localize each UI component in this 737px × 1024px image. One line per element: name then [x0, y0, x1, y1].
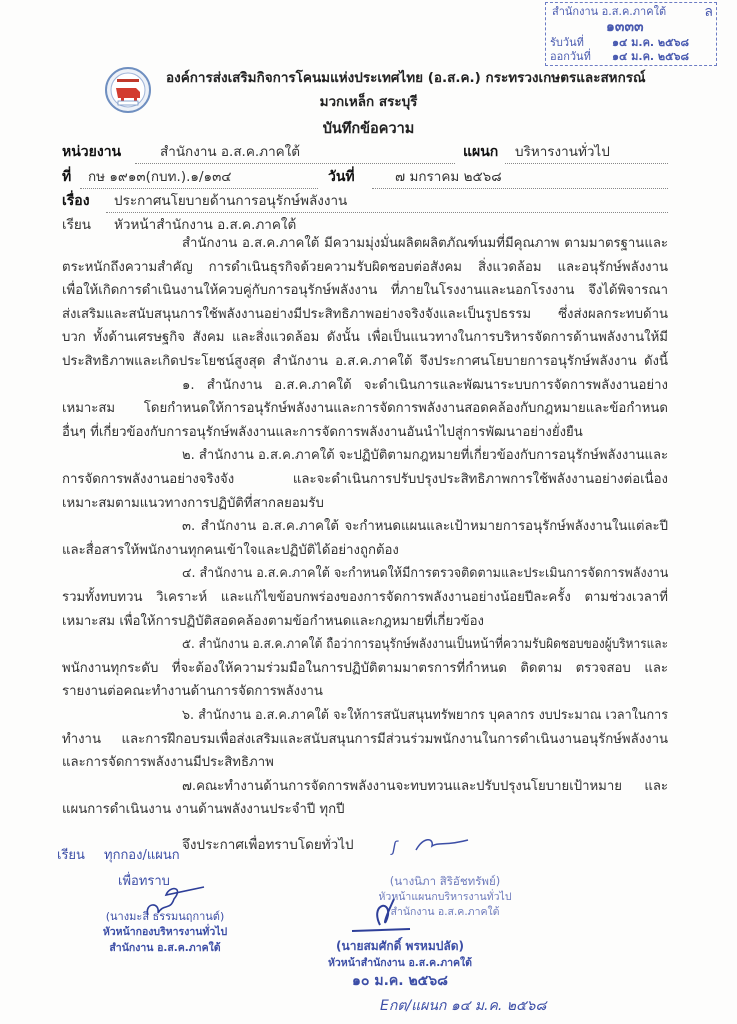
- org-title: องค์การส่งเสริมกิจการโคนมแห่งประเทศไทย (อ.ส.ค.) กระทรวงเกษตรและสหกรณ์: [166, 70, 646, 86]
- body-line: รายงานต่อคณะทำงานด้านการจัดการพลังงาน: [62, 684, 323, 700]
- stamp-issued-label: ออกวันที่: [550, 50, 591, 63]
- unit-label: หน่วยงาน: [62, 144, 122, 160]
- unit-value: สำนักงาน อ.ส.ค.ภาคใต้: [160, 144, 301, 160]
- stamp-issued-date: ๑๔ ม.ค. ๒๕๖๘: [612, 50, 689, 63]
- body-line: รวมทั้งทบทวน วิเคราะห์ และแก้ไขข้อบกพร่องของการจัดการพลังงานอย่างน้อยปีละครั้ง ตามช่วงเวลาที่: [62, 590, 668, 605]
- body-line: ๑. สำนักงาน อ.ส.ค.ภาคใต้ จะดำเนินการและพัฒนาระบบการจัดการพลังงานอย่าง: [182, 377, 668, 393]
- body-line: แผนการดำเนินงาน งานด้านพลังงานประจำปี ทุกปี: [62, 802, 345, 818]
- division-head-office: สำนักงาน อ.ส.ค.ภาคใต้: [109, 942, 221, 954]
- division-head-name: (นางมะลิ ธรรมนฤกานต์): [105, 910, 225, 923]
- body-line: ตระหนักถึงความสำคัญ การดำเนินธุรกิจด้วยความรับผิดชอบต่อสังคม สิ่งแวดล้อม และอนุรักษ์พลังงาน: [62, 259, 668, 275]
- date-underline: [372, 188, 668, 189]
- body-line: และการจัดการพลังงานมีประสิทธิภาพ: [62, 755, 274, 771]
- routing-purpose: เพื่อทราบ: [118, 874, 170, 889]
- signature-scribble-office-head: [350, 895, 420, 940]
- stamp-mark: ล: [704, 4, 713, 20]
- handwritten-footer-note: Eกต/แผนก ๑๔ ม.ค. ๒๕๖๘: [380, 998, 547, 1014]
- closing-line: จึงประกาศเพื่อทราบโดยทั่วไป: [182, 837, 354, 853]
- body-line: การจัดการพลังงานอย่างจริงจัง และจะดำเนินการปรับปรุงประสิทธิภาพการใช้พลังงานอย่างต่อเนื่อง: [62, 472, 668, 487]
- body-line: ประสิทธิภาพและเกิดประโยชน์สูงสุด สำนักงาน อ.ส.ค.ภาคใต้ จึงประกาศนโยบายการอนุรักษ์พลังงาน ดังนี้: [62, 354, 668, 369]
- department-value: บริหารงานทั่วไป: [515, 144, 610, 160]
- handwritten-initials: ʃ: [392, 838, 398, 856]
- body-line: ๖. สำนักงาน อ.ส.ค.ภาคใต้ จะให้การสนับสนุนทรัพยากร บุคลากร งบประมาณ เวลาในการ: [182, 708, 668, 723]
- body-line: ๓. สำนักงาน อ.ส.ค.ภาคใต้ จะกำหนดแผนและเป้าหมายการอนุรักษ์พลังงานในแต่ละปี: [182, 519, 668, 535]
- reference-label: ที่: [62, 169, 72, 185]
- stamp-office: สำนักงาน อ.ส.ค.ภาคใต้: [552, 5, 667, 18]
- date-value: ๗ มกราคม ๒๕๖๘: [395, 169, 502, 185]
- subject-label: เรื่อง: [62, 193, 90, 209]
- body-line: ส่งเสริมและสนับสนุนการใช้พลังงานอย่างมีประสิทธิภาพอย่างจริงจังและเป็นรูปธรรม ซึ่งส่งผลกระทบด้าน: [62, 306, 668, 322]
- subject-value: ประกาศนโยบายด้านการอนุรักษ์พลังงาน: [114, 193, 348, 209]
- addressee-value: หัวหน้าสำนักงาน อ.ส.ค.ภาคใต้: [114, 217, 297, 233]
- org-location: มวกเหล็ก สระบุรี: [319, 94, 418, 110]
- office-head-signed-date: ๑๐ ม.ค. ๒๕๖๘: [352, 973, 448, 989]
- dept-head-title: หัวหน้าแผนกบริหารงานทั่วไป: [378, 891, 512, 903]
- body-line: ทำงาน และการฝึกอบรมเพื่อส่งเสริมและสนับสนุนการมีส่วนร่วมพนักงานในการดำเนินงานอนุรักษ์พลังงาน: [62, 731, 668, 747]
- body-line: ๔. สำนักงาน อ.ส.ค.ภาคใต้ จะกำหนดให้มีการตรวจติดตามและประเมินการจัดการพลังงาน: [182, 566, 669, 582]
- receiving-stamp: [545, 2, 717, 66]
- body-line: และสื่อสารให้พนักงานทุกคนเข้าใจและปฏิบัติได้อย่างถูกต้อง: [62, 542, 399, 558]
- dept-head-office: สำนักงาน อ.ส.ค.ภาคใต้: [390, 906, 500, 918]
- office-head-name: (นายสมศักดิ์ พรหมปลัด): [336, 939, 464, 953]
- body-line: เพื่อให้เกิดการดำเนินงานให้ควบคู่กับการอนุรักษ์พลังงาน ที่ภายในโรงงานและนอกโรงงาน จึงได้พิจารณา: [62, 283, 668, 299]
- body-line: ๒. สำนักงาน อ.ส.ค.ภาคใต้ จะปฏิบัติตามกฎหมายที่เกี่ยวข้องกับการอนุรักษ์พลังงานและ: [182, 448, 669, 464]
- body-line: บวก ทั้งด้านเศรษฐกิจ สังคม และสิ่งแวดล้อม ดังนั้น เพื่อเป็นแนวทางในการบริหารจัดการด้านพลังงานให้มี: [62, 330, 668, 346]
- body-line: เหมาะสม เพื่อให้การปฏิบัติสอดคล้องตามข้อกำหนดและกฎหมายที่เกี่ยวข้อง: [62, 613, 484, 629]
- unit-underline: [135, 163, 455, 164]
- body-line: อื่นๆ ที่เกี่ยวข้องกับการอนุรักษ์พลังงานและการจัดการพลังงานอันนำไปสู่การพัฒนาอย่างยั่งยืน: [62, 424, 583, 440]
- signature-scribble-dept-head: [412, 834, 472, 861]
- routing-to-label: เรียน: [57, 848, 85, 863]
- body-line: เหมาะสมตามแนวทางการปฏิบัติที่สากลยอมรับ: [62, 495, 324, 511]
- division-head-title: หัวหน้ากองบริหารงานทั่วไป: [102, 926, 228, 938]
- department-label: แผนก: [463, 144, 499, 160]
- stamp-number: ๑๓๓๓: [606, 19, 644, 35]
- body-line: เหมาะสม โดยกำหนดให้การอนุรักษ์พลังงานและการจัดการพลังงานสอดคล้องกับกฎหมายและข้อกำหนด: [62, 401, 668, 417]
- body-line: ๕. สำนักงาน อ.ส.ค.ภาคใต้ ถือว่าการอนุรักษ์พลังงานเป็นหน้าที่ความรับผิดชอบของผู้บริหารและ: [182, 637, 668, 653]
- addressee-label: เรียน: [62, 217, 92, 233]
- subject-underline: [106, 212, 668, 213]
- department-underline: [505, 163, 668, 164]
- document-type-title: บันทึกข้อความ: [322, 121, 415, 137]
- reference-underline: [80, 188, 318, 189]
- office-head-title: หัวหน้าสำนักงาน อ.ส.ค.ภาคใต้: [327, 957, 472, 969]
- date-label: วันที่: [328, 169, 355, 185]
- stamp-received-label: รับวันที่: [550, 36, 584, 49]
- body-line: สำนักงาน อ.ส.ค.ภาคใต้ มีความมุ่งมั่นผลิตผลิตภัณฑ์นมที่มีคุณภาพ ตามมาตรฐานและ: [182, 236, 668, 251]
- body-line: ๗.คณะทำงานด้านการจัดการพลังงานจะทบทวนและปรับปรุงนโยบายเป้าหมาย และ: [182, 778, 668, 794]
- dept-head-name: (นางนิภา สิริอัชทรัพย์): [389, 874, 501, 888]
- reference-value: กษ ๑๙๑๓(กบท.).๑/๑๓๔: [88, 169, 232, 185]
- body-line: พนักงานทุกระดับ ที่จะต้องให้ความร่วมมือในการปฏิบัติตามมาตรการที่กำหนด ติดตาม ตรวจสอบ และ: [62, 660, 668, 676]
- routing-to-value: ทุกกอง/แผนก: [104, 848, 180, 863]
- stamp-received-date: ๑๔ ม.ค. ๒๕๖๘: [612, 36, 689, 49]
